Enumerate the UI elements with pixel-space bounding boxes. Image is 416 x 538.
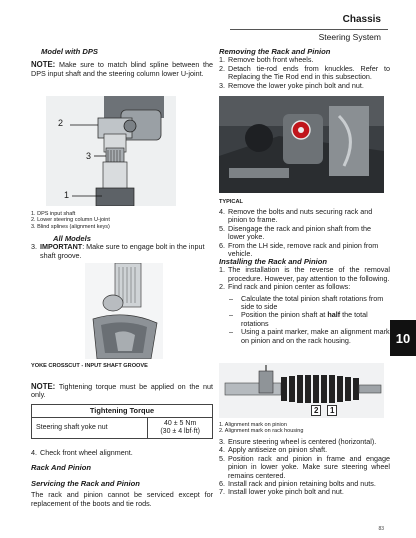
removing-step <box>219 242 390 259</box>
step-3-important <box>31 243 213 260</box>
installing-step <box>219 455 390 480</box>
dash-item-text: Calculate the total pinion shaft rotations from side to side <box>241 293 384 312</box>
installing-step <box>219 283 390 291</box>
servicing-heading: Servicing the Rack and Pinion <box>31 478 140 488</box>
callout-1: 1 <box>327 405 337 416</box>
installing-step <box>219 266 390 283</box>
header-rule <box>230 29 388 30</box>
step-number: 5. <box>219 223 225 233</box>
step-number: 5. <box>219 453 225 463</box>
step-text: Find rack and pinion center as follows: <box>228 282 351 292</box>
step-number: 4. <box>31 448 37 457</box>
removing-section <box>219 48 390 90</box>
torque-row-label: Steering shaft yoke nut <box>32 418 148 439</box>
callout-2: 2 <box>58 118 64 128</box>
callout-3: 3 <box>86 151 92 161</box>
rack-alignment-illustration <box>219 363 384 418</box>
step-number: 6. <box>219 240 225 250</box>
note-label: NOTE: <box>31 60 56 70</box>
note-dps <box>31 61 213 78</box>
step-number: 6. <box>219 479 225 489</box>
callout-2: 2 <box>311 405 321 416</box>
chapter-tab: 10 <box>390 320 416 356</box>
step-text: The installation is the reverse of the removal procedure. However, pay attention to the following. <box>228 265 390 283</box>
yoke-crosscut-illustration <box>85 263 163 359</box>
torque-value-imperial: (30 ± 4 lbf·ft) <box>160 428 200 436</box>
all-models-section <box>31 235 213 260</box>
step-number: 2. <box>219 63 225 73</box>
torque-table <box>31 404 213 439</box>
step-number: 3. <box>219 80 225 90</box>
installing-heading: Installing the Rack and Pinion <box>219 257 328 266</box>
removing-step <box>219 225 390 242</box>
legend-item: 1. DPS input shaft <box>31 211 76 217</box>
note-text: Make sure to match blind spline between the DPS input shaft and the steering column lower U-joint. <box>31 60 213 78</box>
step-text: Check front wheel alignment. <box>40 448 133 457</box>
left-column-bottom <box>31 449 213 508</box>
figure-lower-yoke <box>219 96 384 193</box>
step-text: Install rack and pinion retaining bolts and nuts. <box>228 479 376 489</box>
legend-item: 3. Blind splines (alignment keys) <box>31 223 110 230</box>
legend-item: 2. Alignment mark on rack housing <box>219 428 304 435</box>
dash-item: – Position the pinion shaft at half the total rotations <box>229 310 368 328</box>
lower-yoke-photo <box>219 96 384 193</box>
step-text: Install lower yoke pinch bolt and nut. <box>228 487 344 497</box>
rack-and-pinion-heading: Rack And Pinion <box>31 463 92 473</box>
installing-section <box>219 258 390 345</box>
step-number: 3. <box>219 437 225 446</box>
legend-item: 1. Alignment mark on pinion <box>219 422 287 428</box>
note-torque <box>31 383 213 400</box>
removing-step <box>219 65 390 82</box>
step-4 <box>31 449 213 457</box>
step-text: From the LH side, remove rack and pinion from vehicle. <box>228 240 379 259</box>
figure-dps-input-shaft <box>46 96 176 206</box>
torque-table-header: Tightening Torque <box>32 405 213 418</box>
step-text: Detach tie-rod ends from knuckles. Refer to Replacing the Tie Rod end in this subsection. <box>228 63 390 82</box>
callout-1: 1 <box>64 190 70 200</box>
torque-value-metric: 40 ± 5 Nm <box>164 420 197 428</box>
figure-yoke-crosscut <box>85 263 163 359</box>
step-text: Disengage the rack and pinion shaft from the lower yoke. <box>228 223 372 242</box>
step-number: 7. <box>219 487 225 497</box>
dash-item: – Using a paint marker, make an alignment mark on pinion and on the rack housing. <box>229 327 390 345</box>
legend-item: 2. Lower steering column U-joint <box>31 217 110 224</box>
figure-typical-caption: TYPICAL <box>219 199 243 205</box>
dash-item-text: Using a paint marker, make an alignment mark on pinion and on the rack housing. <box>241 327 390 345</box>
step-number: 1. <box>219 265 225 275</box>
section-title: Steering System <box>318 32 381 42</box>
figure-dps-legend <box>31 211 213 230</box>
dash-item: – Calculate the total pinion shaft rotations from side to side <box>219 295 390 312</box>
step-text: Remove the lower yoke pinch bolt and nut. <box>228 80 364 90</box>
chapter-title: Chassis <box>342 14 381 25</box>
installing-section-cont <box>219 438 390 497</box>
step-number: 4. <box>219 445 225 455</box>
step-number: 2. <box>219 282 225 292</box>
step-number: 4. <box>219 207 225 216</box>
step-text: Position rack and pinion in frame and engage pinion in lower yoke. Make sure steering wheel remains centered. <box>228 453 390 480</box>
torque-table-wrap <box>31 404 213 439</box>
step-number: 3. <box>31 242 37 252</box>
page-number: 83 <box>378 526 384 532</box>
all-models-heading: All Models <box>53 234 91 243</box>
figure-yoke-caption: YOKE CROSSCUT - INPUT SHAFT GROOVE <box>31 363 148 369</box>
important-label: IMPORTANT <box>40 242 83 252</box>
left-column-top <box>31 48 213 78</box>
removing-step <box>219 208 390 225</box>
servicing-text: The rack and pinion cannot be serviced except for replacement of the boots and tie rods. <box>31 490 213 508</box>
figure-rack-alignment <box>219 363 384 418</box>
removing-section-cont <box>219 208 390 258</box>
model-dps-heading: Model with DPS <box>41 47 98 56</box>
step-text: : Make sure to engage bolt in the input shaft groove. <box>40 242 205 260</box>
step-text: Remove both front wheels. <box>228 55 314 65</box>
removing-step <box>219 82 390 90</box>
note-text: Tightening torque must be applied on the nut only. <box>31 382 213 400</box>
dash-item-bold: half <box>327 310 341 320</box>
step-text: Ensure steering wheel is centered (horizontal). <box>228 437 377 446</box>
note-label: NOTE: <box>31 382 56 391</box>
dash-item-text: the total rotations <box>241 310 368 328</box>
step-number: 1. <box>219 55 225 65</box>
step-text: Remove the bolts and nuts securing rack and pinion to frame. <box>228 207 373 225</box>
step-text: Apply antiseize on pinion shaft. <box>228 445 328 455</box>
installing-step <box>219 488 390 496</box>
dash-item-text: Position the pinion shaft at <box>241 310 328 320</box>
torque-row-value <box>148 418 213 439</box>
figure-rack-legend <box>219 422 390 435</box>
removing-heading: Removing the Rack and Pinion <box>219 47 331 56</box>
